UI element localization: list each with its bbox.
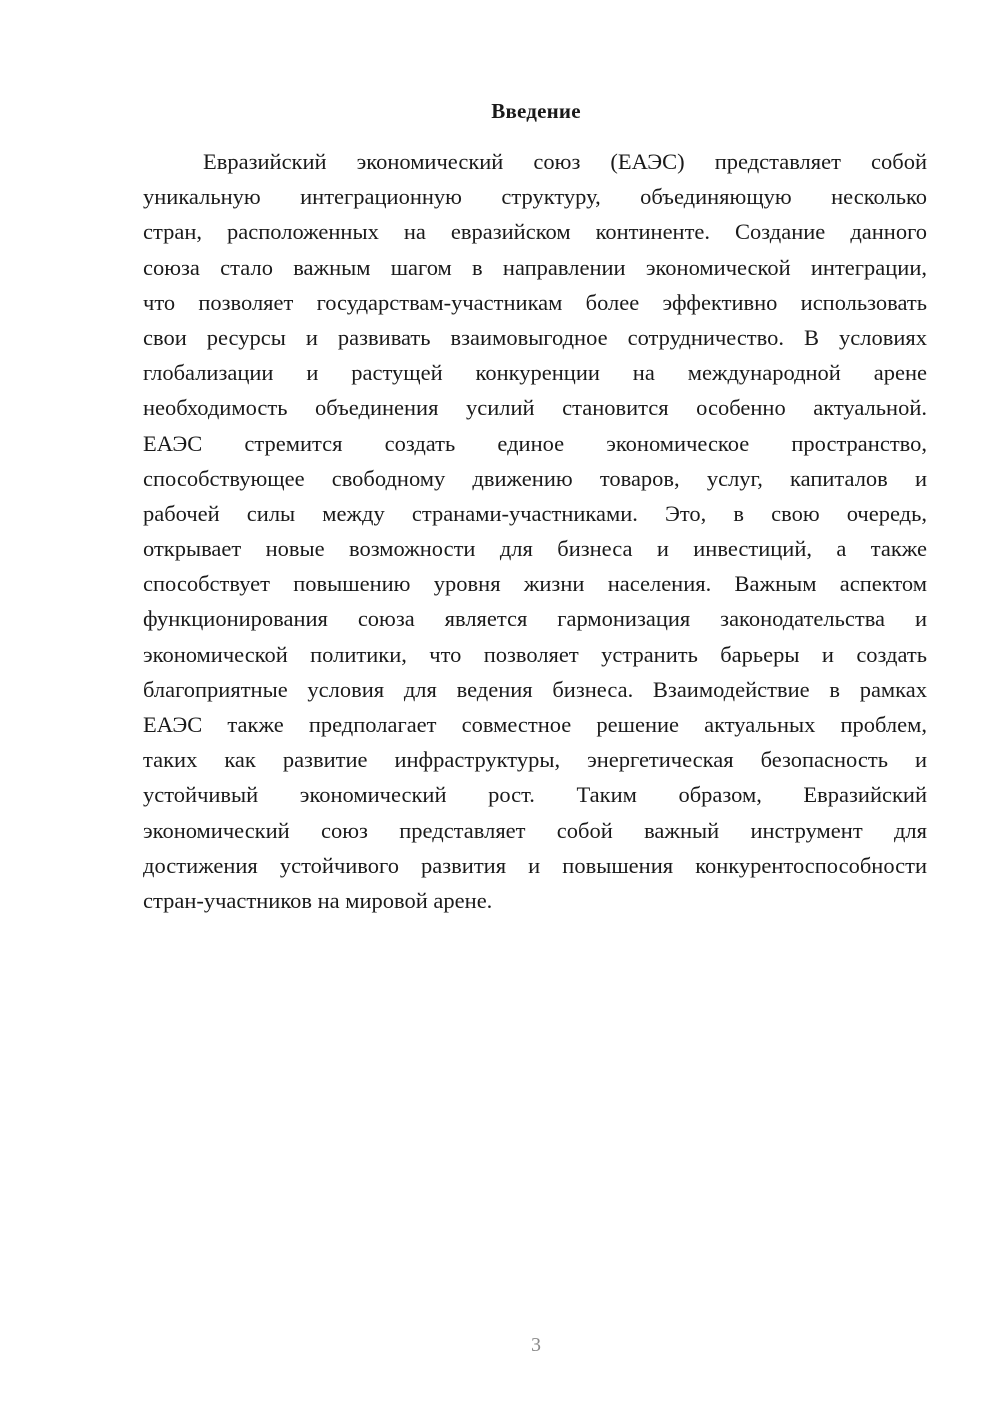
paragraph-line: ЕАЭС также предполагает совместное решение актуальных проблем,	[143, 712, 927, 737]
paragraph-line: стран, расположенных на евразийском континенте. Создание данного	[143, 219, 927, 245]
paragraph-line: открывает новые возможности для бизнеса и инвестиций, а также	[143, 536, 927, 562]
paragraph-line: достижения устойчивого развития и повышения конкурентоспособности	[143, 852, 927, 878]
body-paragraph	[143, 144, 927, 918]
section-heading: Введение	[491, 99, 581, 123]
paragraph-line: Евразийский экономический союз (ЕАЭС) представляет собой	[203, 149, 927, 174]
paragraph-line: таких как развитие инфраструктуры, энергетическая безопасность и	[143, 747, 927, 773]
paragraph-line: способствующее свободному движению товаров, услуг, капиталов и	[143, 465, 927, 491]
paragraph-line: необходимость объединения усилий становится особенно актуальной.	[143, 395, 927, 421]
paragraph-line: экономический союз представляет собой важный инструмент для	[143, 817, 927, 843]
paragraph-line: стран-участников на мировой арене.	[143, 887, 493, 913]
paragraph-line: рабочей силы между странами-участниками. Это, в свою очередь,	[143, 500, 927, 526]
paragraph-line: союза стало важным шагом в направлении экономической интеграции,	[143, 254, 927, 280]
paragraph-line: экономической политики, что позволяет устранить барьеры и создать	[143, 641, 927, 667]
paragraph-line: устойчивый экономический рост. Таким образом, Евразийский	[143, 782, 927, 808]
paragraph-line: функционирования союза является гармонизация законодательства и	[143, 606, 927, 632]
paragraph-line: уникальную интеграционную структуру, объединяющую несколько	[143, 184, 927, 210]
page-number: 3	[531, 1334, 541, 1356]
paragraph-line: свои ресурсы и развивать взаимовыгодное сотрудничество. В условиях	[143, 324, 927, 350]
paragraph-line: что позволяет государствам-участникам более эффективно использовать	[143, 289, 927, 315]
paragraph-line: способствует повышению уровня жизни населения. Важным аспектом	[143, 571, 927, 597]
paragraph-line: благоприятные условия для ведения бизнеса. Взаимодействие в рамках	[143, 676, 927, 702]
paragraph-line: глобализации и растущей конкуренции на международной арене	[143, 360, 927, 386]
paragraph-line: ЕАЭС стремится создать единое экономическое пространство,	[143, 430, 927, 456]
